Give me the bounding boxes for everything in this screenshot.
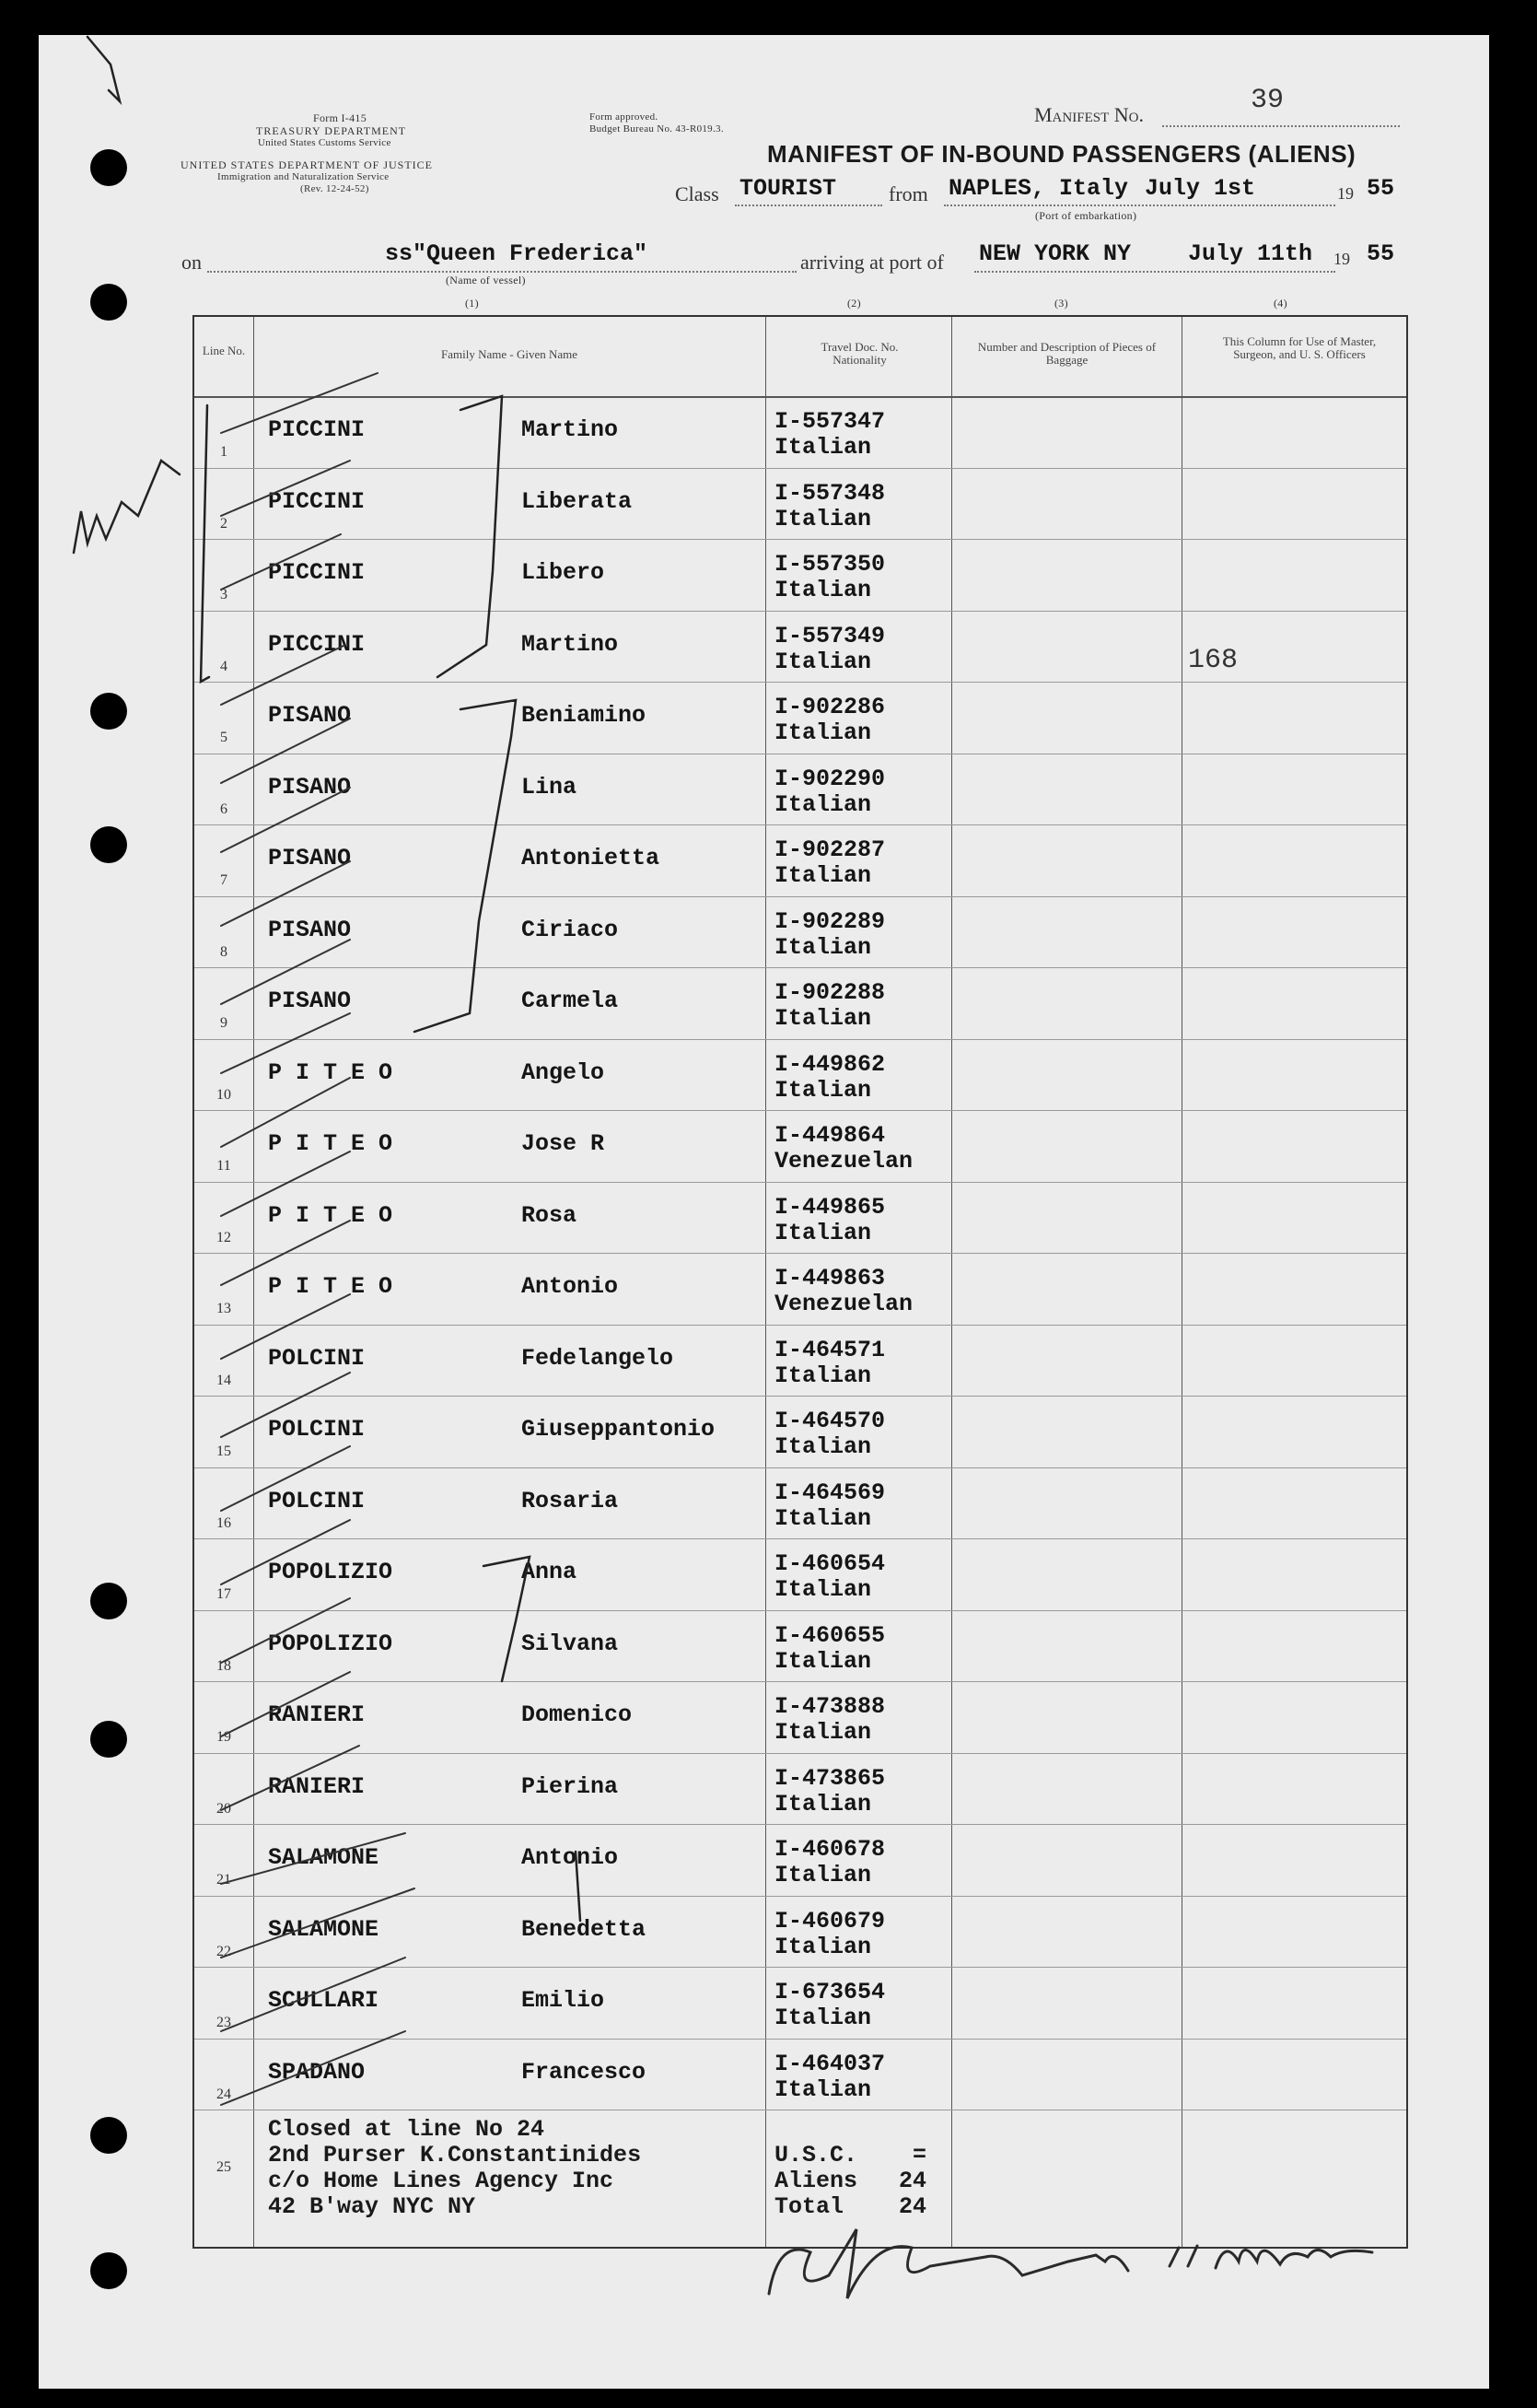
- nationality: Italian: [774, 719, 872, 746]
- justice-dept: UNITED STATES DEPARTMENT OF JUSTICE: [180, 158, 434, 171]
- nationality: Italian: [774, 505, 872, 532]
- line-number: 13: [216, 1301, 231, 1316]
- line-number: 21: [216, 1872, 231, 1888]
- nationality: Italian: [774, 434, 872, 461]
- margin-note: [74, 461, 180, 553]
- line-number: 25: [216, 2159, 231, 2175]
- nationality: Italian: [774, 2075, 872, 2103]
- nationality: Italian: [774, 1647, 872, 1675]
- header-name: Family Name - Given Name: [440, 347, 577, 361]
- doc-number: I-557348: [774, 479, 886, 507]
- check-mark: [221, 788, 350, 852]
- nationality: Italian: [774, 1433, 872, 1460]
- nationality: Italian: [774, 1862, 872, 1888]
- totals-value: 24: [898, 2168, 926, 2194]
- family-name: PICCINI: [268, 416, 366, 443]
- nationality: Italian: [774, 862, 872, 889]
- check-mark: [221, 1151, 350, 1216]
- family-name: PISANO: [268, 988, 352, 1014]
- given-name: Pierina: [521, 1772, 619, 1800]
- form-revision: (Rev. 12-24-52): [300, 183, 369, 194]
- check-mark: [221, 534, 341, 590]
- given-name: Anna: [521, 1559, 577, 1585]
- manifest-no-label: Manifest No.: [1034, 103, 1144, 126]
- given-name: Liberata: [521, 487, 633, 515]
- arriving-label: arriving at port of: [800, 251, 944, 274]
- class-label: Class: [675, 182, 719, 205]
- column-number: (2): [847, 297, 861, 310]
- line-number: 19: [216, 1729, 231, 1745]
- line-number: 20: [216, 1800, 231, 1817]
- given-name: Beniamino: [521, 702, 646, 729]
- family-name: SALAMONE: [268, 1844, 379, 1871]
- nationality: Italian: [774, 1933, 872, 1960]
- family-name: SALAMONE: [268, 1915, 379, 1943]
- column-number: (3): [1054, 297, 1068, 310]
- doc-number: I-473888: [774, 1693, 886, 1720]
- family-name: PISANO: [268, 773, 352, 801]
- doc-number: I-557350: [774, 551, 886, 578]
- corner-scribble: [87, 37, 120, 101]
- check-mark: [221, 1958, 405, 2031]
- signature: [769, 2229, 1372, 2298]
- given-name: Martino: [521, 630, 619, 658]
- line-number: 18: [216, 1657, 231, 1674]
- header-line-no: Line No.: [202, 344, 246, 357]
- check-mark: [221, 1672, 350, 1736]
- line-number: 17: [216, 1586, 231, 1602]
- totals-label: U.S.C.: [774, 2142, 858, 2168]
- line-number: 23: [216, 2015, 231, 2030]
- check-mark: [221, 461, 350, 516]
- line-number: 1: [220, 444, 227, 460]
- doc-number: I-902289: [774, 907, 886, 935]
- doc-number: I-557349: [774, 622, 886, 649]
- nationality: Italian: [774, 648, 872, 675]
- given-name: Silvana: [521, 1630, 619, 1657]
- from-label: from: [889, 182, 928, 205]
- bracket-piccini: [201, 396, 502, 682]
- nationality: Italian: [774, 1005, 872, 1032]
- doc-number: I-464570: [774, 1408, 886, 1434]
- doc-number: I-449862: [774, 1050, 886, 1078]
- check-mark: [221, 1520, 350, 1584]
- given-name: Fedelangelo: [521, 1344, 674, 1372]
- family-name: RANIERI: [268, 1772, 366, 1800]
- treasury-dept: TREASURY DEPARTMENT: [256, 124, 407, 137]
- closing-line: 42 B'way NYC NY: [268, 2193, 476, 2220]
- check-mark: [221, 1833, 405, 1884]
- doc-number: I-460679: [774, 1907, 886, 1935]
- officer-annotation: 168: [1188, 645, 1239, 676]
- doc-number: I-449864: [774, 1122, 886, 1149]
- family-name: P I T E O: [268, 1130, 393, 1157]
- class-value: TOURIST: [739, 175, 837, 202]
- check-mark: [221, 1888, 414, 1958]
- given-name: Jose R: [521, 1130, 605, 1157]
- given-name: Domenico: [521, 1701, 633, 1728]
- nationality: Italian: [774, 1576, 872, 1603]
- given-name: Antonio: [521, 1273, 619, 1300]
- form-number: Form I-415: [313, 111, 367, 124]
- doc-number: I-464571: [774, 1336, 886, 1363]
- family-name: SCULLARI: [268, 1987, 379, 2014]
- nationality: Italian: [774, 2005, 872, 2031]
- check-mark: [221, 940, 350, 1004]
- bracket-popolizio: [483, 1557, 530, 1681]
- check-mark: [221, 1221, 350, 1285]
- nationality: Italian: [774, 1719, 872, 1746]
- family-name: PISANO: [268, 702, 352, 729]
- port-caption: (Port of embarkation): [1035, 209, 1137, 222]
- column-number: (1): [465, 297, 479, 310]
- given-name: Giuseppantonio: [521, 1416, 716, 1443]
- family-name: PISANO: [268, 916, 352, 943]
- nationality: Italian: [774, 1219, 872, 1246]
- doc-number: I-449865: [774, 1193, 886, 1221]
- family-name: PICCINI: [268, 559, 366, 586]
- family-name: PICCINI: [268, 487, 366, 515]
- header-travel-doc: Travel Doc. No. Nationality: [821, 340, 899, 367]
- line-number: 16: [216, 1514, 231, 1531]
- line-number: 14: [216, 1372, 231, 1388]
- family-name: PICCINI: [268, 630, 366, 658]
- manifest-no-value: 39: [1251, 85, 1285, 116]
- check-mark: [221, 2031, 405, 2105]
- doc-number: I-557347: [774, 408, 886, 435]
- closing-line: c/o Home Lines Agency Inc: [268, 2168, 614, 2194]
- check-mark: [221, 1373, 350, 1437]
- departure-year-prefix: 19: [1337, 184, 1354, 203]
- totals-value: 24: [898, 2193, 926, 2220]
- check-mark: [221, 1078, 350, 1147]
- line-number: 11: [216, 1158, 231, 1174]
- budget-bureau: Budget Bureau No. 43-R019.3.: [589, 123, 724, 134]
- line-number: 8: [220, 943, 227, 960]
- family-name: POLCINI: [268, 1344, 366, 1372]
- line-number: 10: [216, 1086, 231, 1103]
- family-name: RANIERI: [268, 1701, 366, 1728]
- doc-number: I-460678: [774, 1836, 886, 1863]
- nationality: Italian: [774, 1790, 872, 1818]
- given-name: Antonietta: [521, 845, 660, 871]
- doc-number: I-902286: [774, 694, 886, 720]
- family-name: POPOLIZIO: [268, 1630, 393, 1657]
- closing-line: Closed at line No 24: [268, 2116, 545, 2143]
- given-name: Francesco: [521, 2058, 646, 2086]
- cross-mark: [576, 1852, 580, 1921]
- line-number: 12: [216, 1229, 231, 1245]
- line-number: 2: [220, 515, 227, 532]
- check-mark: [221, 1746, 359, 1810]
- departure-date: July 1st: [1145, 175, 1256, 202]
- line-number: 5: [220, 730, 227, 745]
- given-name: Martino: [521, 416, 619, 443]
- given-name: Angelo: [521, 1058, 605, 1086]
- doc-number: I-902288: [774, 979, 886, 1006]
- check-mark: [221, 1013, 350, 1073]
- line-number: 6: [220, 801, 227, 817]
- family-name: PISANO: [268, 845, 352, 871]
- line-number: 9: [220, 1015, 227, 1031]
- given-name: Rosaria: [521, 1487, 619, 1514]
- embarkation-port: NAPLES, Italy: [949, 175, 1129, 202]
- header-baggage: Number and Description of Pieces of Baggage: [977, 340, 1157, 367]
- vessel-name: ss"Queen Frederica": [385, 240, 648, 267]
- given-name: Antonio: [521, 1844, 619, 1871]
- check-mark: [221, 373, 378, 433]
- doc-number: I-473865: [774, 1764, 886, 1792]
- given-name: Benedetta: [521, 1915, 646, 1943]
- check-mark: [221, 719, 350, 783]
- check-mark: [221, 1294, 350, 1359]
- doc-number: I-449863: [774, 1265, 886, 1292]
- customs-service: United States Customs Service: [258, 137, 391, 148]
- doc-number: I-460654: [774, 1550, 886, 1577]
- check-mark: [221, 1598, 350, 1663]
- doc-number: I-902287: [774, 836, 886, 863]
- vessel-caption: (Name of vessel): [446, 274, 526, 286]
- nationality: Venezuelan: [774, 1148, 914, 1175]
- doc-number: I-464569: [774, 1479, 886, 1506]
- family-name: P I T E O: [268, 1273, 393, 1300]
- family-name: POLCINI: [268, 1487, 366, 1514]
- totals-label: Aliens: [774, 2168, 858, 2194]
- header-officers: This Column for Use of Master, Surgeon, and U. S. Officers: [1222, 334, 1377, 361]
- arrival-year: 55: [1367, 240, 1395, 267]
- given-name: Ciriaco: [521, 916, 619, 943]
- given-name: Carmela: [521, 988, 619, 1014]
- given-name: Rosa: [521, 1201, 577, 1229]
- nationality: Italian: [774, 790, 872, 818]
- doc-number: I-902290: [774, 765, 886, 792]
- line-number: 24: [216, 2086, 231, 2102]
- family-name: SPADANO: [268, 2058, 366, 2086]
- arrival-port: NEW YORK NY: [979, 240, 1132, 267]
- line-number: 3: [220, 587, 227, 602]
- check-mark: [221, 861, 350, 926]
- check-mark: [221, 645, 345, 705]
- nationality: Italian: [774, 577, 872, 603]
- bracket-pisano: [414, 700, 516, 1032]
- column-number: (4): [1274, 297, 1287, 310]
- nationality: Venezuelan: [774, 1291, 914, 1317]
- nationality: Italian: [774, 1076, 872, 1104]
- ins-service: Immigration and Naturalization Service: [217, 171, 390, 182]
- line-number: 22: [216, 1943, 231, 1959]
- family-name: POLCINI: [268, 1416, 366, 1443]
- manifest-title: MANIFEST OF IN-BOUND PASSENGERS (ALIENS): [767, 140, 1357, 168]
- doc-number: I-464037: [774, 2050, 886, 2077]
- on-label: on: [181, 251, 202, 274]
- nationality: Italian: [774, 1362, 872, 1389]
- given-name: Lina: [521, 773, 577, 801]
- nationality: Italian: [774, 1504, 872, 1532]
- given-name: Emilio: [521, 1987, 605, 2014]
- doc-number: I-673654: [774, 1979, 886, 2005]
- nationality: Italian: [774, 933, 872, 961]
- family-name: P I T E O: [268, 1201, 393, 1229]
- form-approved: Form approved.: [589, 111, 658, 123]
- line-number: 15: [216, 1444, 231, 1459]
- family-name: POPOLIZIO: [268, 1559, 393, 1585]
- doc-number: I-460655: [774, 1621, 886, 1649]
- departure-year: 55: [1367, 175, 1395, 202]
- check-mark: [221, 1446, 350, 1511]
- arrival-year-prefix: 19: [1333, 250, 1350, 268]
- given-name: Libero: [521, 559, 605, 586]
- totals-value: =: [912, 2142, 926, 2168]
- closing-line: 2nd Purser K.Constantinides: [268, 2142, 642, 2168]
- line-number: 7: [220, 872, 227, 888]
- family-name: P I T E O: [268, 1058, 393, 1086]
- arrival-date: July 11th: [1188, 240, 1313, 267]
- line-number: 4: [220, 658, 227, 674]
- totals-label: Total: [774, 2193, 844, 2220]
